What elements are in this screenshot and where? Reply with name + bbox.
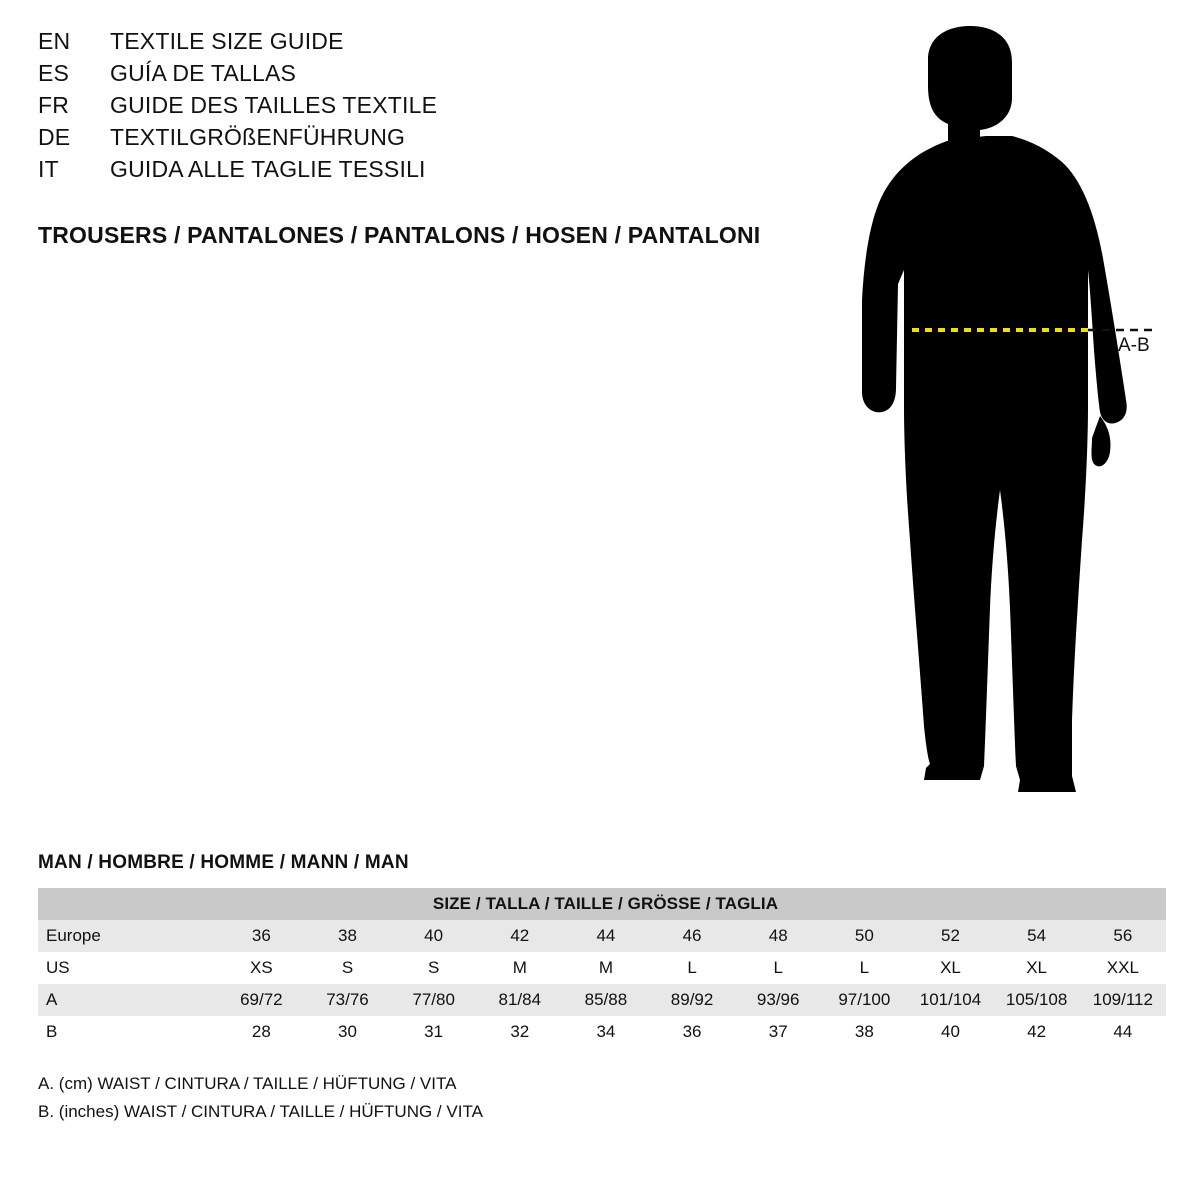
language-row bbox=[38, 92, 798, 124]
table-cell: 44 bbox=[1080, 1016, 1166, 1048]
language-row bbox=[38, 28, 798, 60]
table-cell: 32 bbox=[477, 1016, 563, 1048]
measure-label-ab: A-B bbox=[1118, 335, 1150, 356]
table-cell: XL bbox=[994, 952, 1080, 984]
language-code: EN bbox=[38, 28, 71, 54]
garment-type-title: TROUSERS / PANTALONES / PANTALONS / HOSEN / PANTALONI bbox=[38, 222, 761, 248]
table-cell: S bbox=[304, 952, 390, 984]
table-cell: 28 bbox=[218, 1016, 304, 1048]
table-header-row bbox=[38, 888, 1166, 920]
table-cell: 30 bbox=[304, 1016, 390, 1048]
row-label: B bbox=[38, 1016, 218, 1048]
table-cell: M bbox=[477, 952, 563, 984]
table-cell: 50 bbox=[821, 920, 907, 952]
language-code: FR bbox=[38, 92, 70, 118]
table-row bbox=[38, 920, 1166, 952]
table-header-label: SIZE / TALLA / TAILLE / GRÖSSE / TAGLIA bbox=[38, 888, 1166, 920]
table-cell: 31 bbox=[391, 1016, 477, 1048]
table-cell: 48 bbox=[735, 920, 821, 952]
size-table bbox=[38, 888, 1166, 1048]
table-cell: XL bbox=[907, 952, 993, 984]
table-cell: 44 bbox=[563, 920, 649, 952]
table-cell: 36 bbox=[218, 920, 304, 952]
table-cell: 93/96 bbox=[735, 984, 821, 1016]
language-code: IT bbox=[38, 156, 59, 182]
table-cell: 105/108 bbox=[994, 984, 1080, 1016]
table-row bbox=[38, 952, 1166, 984]
table-cell: 77/80 bbox=[391, 984, 477, 1016]
table-cell: 40 bbox=[391, 920, 477, 952]
language-code: ES bbox=[38, 60, 70, 86]
table-cell: L bbox=[649, 952, 735, 984]
language-code: DE bbox=[38, 124, 71, 150]
table-cell: 36 bbox=[649, 1016, 735, 1048]
table-cell: XXL bbox=[1080, 952, 1166, 984]
table-cell: 34 bbox=[563, 1016, 649, 1048]
table-cell: 54 bbox=[994, 920, 1080, 952]
table-cell: 46 bbox=[649, 920, 735, 952]
table-cell: 52 bbox=[907, 920, 993, 952]
table-cell: 89/92 bbox=[649, 984, 735, 1016]
table-cell: 69/72 bbox=[218, 984, 304, 1016]
language-row bbox=[38, 60, 798, 92]
man-silhouette-icon bbox=[800, 20, 1200, 810]
table-cell: L bbox=[735, 952, 821, 984]
row-label: Europe bbox=[38, 920, 218, 952]
measurement-notes bbox=[38, 1070, 1166, 1126]
table-cell: 42 bbox=[994, 1016, 1080, 1048]
table-cell: 40 bbox=[907, 1016, 993, 1048]
table-cell: 38 bbox=[304, 920, 390, 952]
table-cell: 37 bbox=[735, 1016, 821, 1048]
language-text: GUÍA DE TALLAS bbox=[110, 60, 297, 86]
table-cell: XS bbox=[218, 952, 304, 984]
note-a: A. (cm) WAIST / CINTURA / TAILLE / HÜFTUNG / VITA bbox=[38, 1074, 457, 1093]
note-b: B. (inches) WAIST / CINTURA / TAILLE / HÜFTUNG / VITA bbox=[38, 1102, 483, 1121]
table-cell: 56 bbox=[1080, 920, 1166, 952]
table-cell: 73/76 bbox=[304, 984, 390, 1016]
table-cell: 97/100 bbox=[821, 984, 907, 1016]
gender-title: MAN / HOMBRE / HOMME / MANN / MAN bbox=[38, 852, 409, 873]
figure-illustration bbox=[800, 20, 1200, 810]
language-row bbox=[38, 124, 798, 156]
table-cell: 85/88 bbox=[563, 984, 649, 1016]
language-text: GUIDE DES TAILLES TEXTILE bbox=[110, 92, 438, 118]
table-cell: 81/84 bbox=[477, 984, 563, 1016]
table-cell: S bbox=[391, 952, 477, 984]
table-cell: L bbox=[821, 952, 907, 984]
row-label: US bbox=[38, 952, 218, 984]
table-row bbox=[38, 1016, 1166, 1048]
table-cell: 101/104 bbox=[907, 984, 993, 1016]
table-cell: 109/112 bbox=[1080, 984, 1166, 1016]
table-row bbox=[38, 984, 1166, 1016]
language-row bbox=[38, 156, 798, 188]
table-cell: 42 bbox=[477, 920, 563, 952]
row-label: A bbox=[38, 984, 218, 1016]
table-cell: 38 bbox=[821, 1016, 907, 1048]
language-list bbox=[38, 28, 798, 188]
table-cell: M bbox=[563, 952, 649, 984]
language-text: TEXTILE SIZE GUIDE bbox=[110, 28, 344, 54]
language-text: TEXTILGRÖßENFÜHRUNG bbox=[110, 124, 406, 150]
size-table-section bbox=[38, 852, 1166, 1126]
language-text: GUIDA ALLE TAGLIE TESSILI bbox=[110, 156, 426, 182]
